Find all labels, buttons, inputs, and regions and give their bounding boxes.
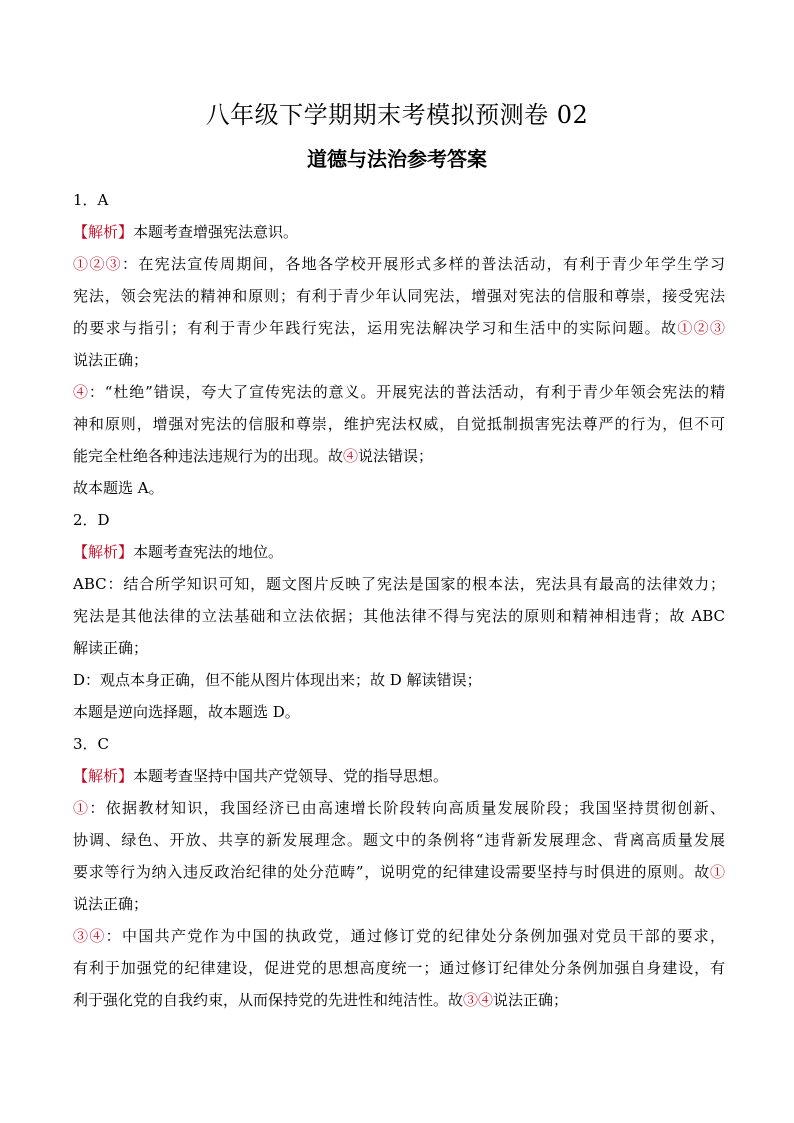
q3-p2-option-numbers: ③④	[73, 927, 106, 945]
q3-topic: 本题考查坚持中国共产党领导、党的指导思想。	[133, 767, 449, 785]
q1-p1-option-numbers-2: ①②③	[677, 319, 725, 337]
q3-heading: 3．C	[73, 735, 110, 753]
q3-p1-line1	[73, 792, 725, 824]
q1-p1-line1	[73, 248, 725, 280]
page-subtitle: 道德与法治参考答案	[307, 147, 487, 171]
q1-p2-text3a: 能完全杜绝各种违法违规行为的出现。故	[73, 447, 344, 465]
page-title: 八年级下学期期末考模拟预测卷 02	[205, 101, 589, 129]
q3-p2-line2: 有利于加强党的纪律建设，促进党的思想高度统一；通过修订纪律处分条例加强自身建设，有	[73, 959, 725, 977]
q1-p2-line3	[73, 440, 725, 472]
q3-p2-text3a: 利于强化党的自我约束，从而保持党的先进性和纯洁性。故	[73, 991, 464, 1009]
q1-conclusion: 故本题选 A。	[73, 479, 164, 497]
q3-p2-line1	[73, 920, 725, 952]
jiexi-label-close: 】	[118, 767, 134, 785]
q1-p2-option-number: ④	[73, 383, 89, 401]
jiexi-label: 【解析	[73, 223, 119, 241]
q3-p1-line3	[73, 856, 725, 888]
q3-analysis-line	[73, 760, 725, 792]
q1-p2-option-number-2: ④	[343, 447, 359, 465]
q3-p2-text1: ：中国共产党作为中国的执政党，通过修订党的纪律处分条例加强对党员干部的要求，	[105, 927, 725, 945]
q3-p1-option-number: ①	[73, 799, 90, 817]
q3-p2-option-numbers-2: ③④	[463, 991, 494, 1009]
q1-heading: 1．A	[73, 191, 109, 209]
q2-p1-line3: 解读正确；	[73, 639, 149, 657]
q1-p2-line1	[73, 376, 725, 408]
q3-p1-text1: ：依据教材知识，我国经济已由高速增长阶段转向高质量发展阶段；我国坚持贯彻创新、	[89, 799, 725, 817]
q3-p1-option-number-2: ①	[709, 863, 725, 881]
q1-p2-text1: ：“杜绝”错误，夸大了宣传宪法的意义。开展宪法的普法活动，有利于青少年领会宪法的精	[88, 383, 725, 401]
q2-analysis-line	[73, 536, 725, 568]
q2-p1-line1: ABC：结合所学知识可知，题文图片反映了宪法是国家的根本法，宪法具有最高的法律效力；	[73, 575, 725, 593]
q1-p1-option-numbers: ①②③	[73, 255, 122, 273]
q3-p1-line2: 协调、绿色、开放、共享的新发展理念。题文中的条例将“违背新发展理念、背离高质量发展	[73, 831, 725, 849]
jiexi-label-close: 】	[118, 543, 134, 561]
q1-p2-text3b: 说法错误；	[358, 447, 434, 465]
q2-p1-line2: 宪法是其他法律的立法基础和立法依据；其他法律不得与宪法的原则和精神相违背；故 ABC	[73, 607, 725, 625]
q1-p2-line2: 神和原则，增强对宪法的信服和尊崇，维护宪法权威，自觉抵制损害宪法尊严的行为，但不可	[73, 415, 725, 433]
q2-topic: 本题考查宪法的地位。	[133, 543, 284, 561]
q2-p2-line1: D：观点本身正确，但不能从图片体现出来；故 D 解读错误；	[73, 671, 482, 689]
jiexi-label: 【解析	[73, 767, 119, 785]
q3-p1-line4: 说法正确；	[73, 895, 149, 913]
jiexi-label: 【解析	[73, 543, 119, 561]
q3-p2-line3	[73, 984, 725, 1016]
q1-topic: 本题考查增强宪法意识。	[133, 223, 299, 241]
q1-p1-line3	[73, 312, 725, 344]
answer-body	[73, 184, 725, 1016]
q1-p1-text3: 的要求与指引；有利于青少年践行宪法，运用宪法解决学习和生活中的实际问题。故	[73, 319, 678, 337]
q3-p2-text3b: 说法正确；	[493, 991, 569, 1009]
q2-conclusion: 本题是逆向选择题，故本题选 D。	[73, 703, 300, 721]
q1-analysis-line	[73, 216, 725, 248]
q3-p1-text3: 要求等行为纳入违反政治纪律的处分范畴”，说明党的纪律建设需要坚持与时俱进的原则。故	[73, 863, 710, 881]
q1-p1-line2: 宪法，领会宪法的精神和原则；有利于青少年认同宪法，增强对宪法的信服和尊崇，接受宪法	[73, 287, 725, 305]
q1-p1-text1: ：在宪法宣传周期间，各地各学校开展形式多样的普法活动，有利于青少年学生学习	[122, 255, 725, 273]
q2-heading: 2．D	[73, 511, 110, 529]
jiexi-label-close: 】	[118, 223, 134, 241]
q1-p1-line4: 说法正确；	[73, 351, 149, 369]
